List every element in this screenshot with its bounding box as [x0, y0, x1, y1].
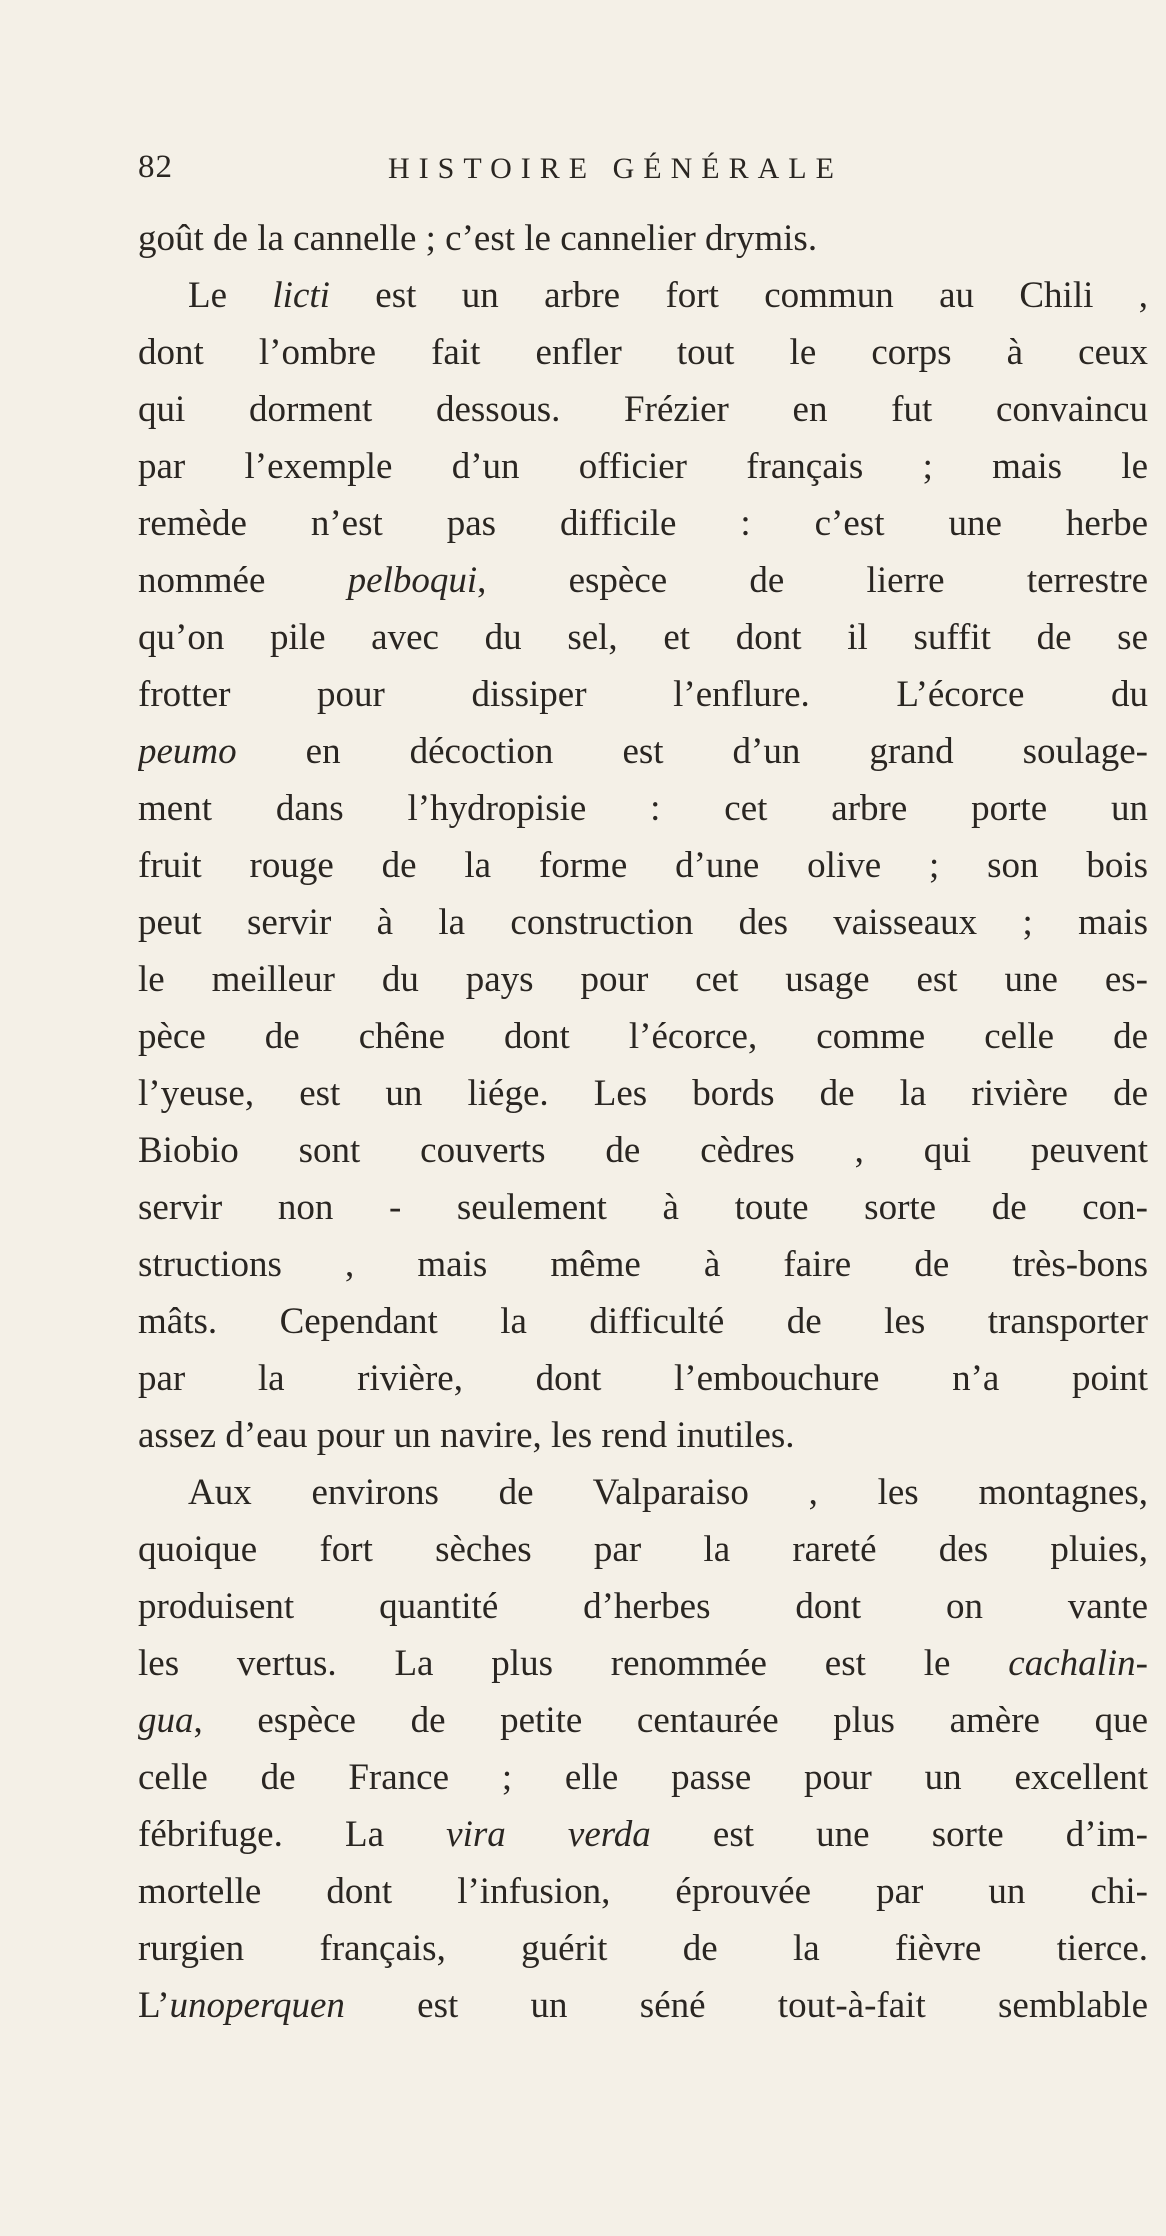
- page-header: [138, 145, 1138, 189]
- text-line: [138, 1521, 1148, 1578]
- text-line: [138, 1863, 1148, 1920]
- text-line: [138, 951, 1148, 1008]
- text-segment: remède n’est pas difficile : c’est une herbe: [138, 503, 1148, 544]
- text-segment: celle de France ; elle passe pour un excellent: [138, 1757, 1148, 1798]
- text-segment: assez d’eau pour un navire, les rend inutiles.: [138, 1415, 795, 1456]
- text-segment: frotter pour dissiper l’enflure. L’écorce du: [138, 674, 1148, 715]
- text-line: [138, 1692, 1148, 1749]
- text-line: [138, 1977, 1148, 2034]
- body-text: [138, 210, 1148, 2034]
- text-segment: mâts. Cependant la difficulté de les transporter: [138, 1301, 1148, 1342]
- text-line: [138, 438, 1148, 495]
- text-line: [138, 324, 1148, 381]
- italic-term: unoperquen: [169, 1985, 345, 2026]
- text-segment: dont l’ombre fait enfler tout le corps à ceux: [138, 332, 1148, 373]
- italic-term: licti: [272, 275, 330, 316]
- text-segment: Aux environs de Valparaiso , les montagnes,: [188, 1472, 1148, 1513]
- text-line: [138, 1749, 1148, 1806]
- text-segment: quoique fort sèches par la rareté des pluies,: [138, 1529, 1148, 1570]
- text-segment: le meilleur du pays pour cet usage est une es-: [138, 959, 1148, 1000]
- text-segment: l’yeuse, est un liége. Les bords de la rivière de: [138, 1073, 1148, 1114]
- text-segment: qui dorment dessous. Frézier en fut convaincu: [138, 389, 1148, 430]
- text-line: [138, 666, 1148, 723]
- text-segment: fruit rouge de la forme d’une olive ; son bois: [138, 845, 1148, 886]
- text-segment: nommée: [138, 560, 348, 601]
- text-segment: ment dans l’hydropisie : cet arbre porte un: [138, 788, 1148, 829]
- text-segment: pèce de chêne dont l’écorce, comme celle de: [138, 1016, 1148, 1057]
- text-line: [138, 609, 1148, 666]
- text-segment: rurgien français, guérit de la fièvre tierce.: [138, 1928, 1148, 1969]
- italic-term: peumo: [138, 731, 237, 772]
- text-segment: Le: [188, 275, 273, 316]
- text-segment: est un arbre fort commun au Chili ,: [329, 275, 1148, 316]
- italic-term: vira verda: [446, 1814, 651, 1855]
- text-segment: les vertus. La plus renommée est le: [138, 1643, 1009, 1684]
- text-line: [138, 1179, 1148, 1236]
- running-head: HISTOIRE GÉNÉRALE: [388, 152, 843, 185]
- text-line: [138, 1920, 1148, 1977]
- text-line: [138, 495, 1148, 552]
- text-line: [138, 1065, 1148, 1122]
- text-line: [138, 837, 1148, 894]
- italic-term: pelboqui: [347, 560, 478, 601]
- text-segment: mortelle dont l’infusion, éprouvée par un chi-: [138, 1871, 1148, 1912]
- text-segment: par l’exemple d’un officier français ; mais le: [138, 446, 1148, 487]
- text-segment: L’: [138, 1985, 170, 2026]
- text-line: [138, 1293, 1148, 1350]
- text-line: [138, 1464, 1148, 1521]
- text-line: [138, 780, 1148, 837]
- text-line: [138, 1122, 1148, 1179]
- text-segment: fébrifuge. La: [138, 1814, 447, 1855]
- text-line: [138, 1407, 1148, 1464]
- text-line: [138, 210, 1148, 267]
- italic-term: cachalin-: [1008, 1643, 1148, 1684]
- text-segment: produisent quantité d’herbes dont on vante: [138, 1586, 1148, 1627]
- text-line: [138, 1236, 1148, 1293]
- page-number: 82: [138, 149, 173, 185]
- text-line: [138, 1635, 1148, 1692]
- text-segment: en décoction est d’un grand soulage-: [236, 731, 1148, 772]
- text-line: [138, 894, 1148, 951]
- text-segment: servir non - seulement à toute sorte de con-: [138, 1187, 1148, 1228]
- text-segment: Biobio sont couverts de cèdres , qui peuvent: [138, 1130, 1148, 1171]
- text-line: [138, 552, 1148, 609]
- text-segment: est une sorte d’im-: [650, 1814, 1148, 1855]
- text-segment: , espèce de petite centaurée plus amère que: [193, 1700, 1148, 1741]
- text-segment: peut servir à la construction des vaisseaux ; mais: [138, 902, 1148, 943]
- text-segment: est un séné tout-à-fait semblable: [344, 1985, 1148, 2026]
- text-line: [138, 267, 1148, 324]
- text-segment: par la rivière, dont l’embouchure n’a point: [138, 1358, 1148, 1399]
- text-line: [138, 723, 1148, 780]
- text-line: [138, 1806, 1148, 1863]
- text-line: [138, 1008, 1148, 1065]
- text-segment: structions , mais même à faire de très-bons: [138, 1244, 1148, 1285]
- text-segment: goût de la cannelle ; c’est le cannelier drymis.: [138, 218, 818, 259]
- text-line: [138, 1578, 1148, 1635]
- text-line: [138, 1350, 1148, 1407]
- italic-term: gua: [138, 1700, 194, 1741]
- text-segment: , espèce de lierre terrestre: [477, 560, 1148, 601]
- text-line: [138, 381, 1148, 438]
- text-segment: qu’on pile avec du sel, et dont il suffit de se: [138, 617, 1148, 658]
